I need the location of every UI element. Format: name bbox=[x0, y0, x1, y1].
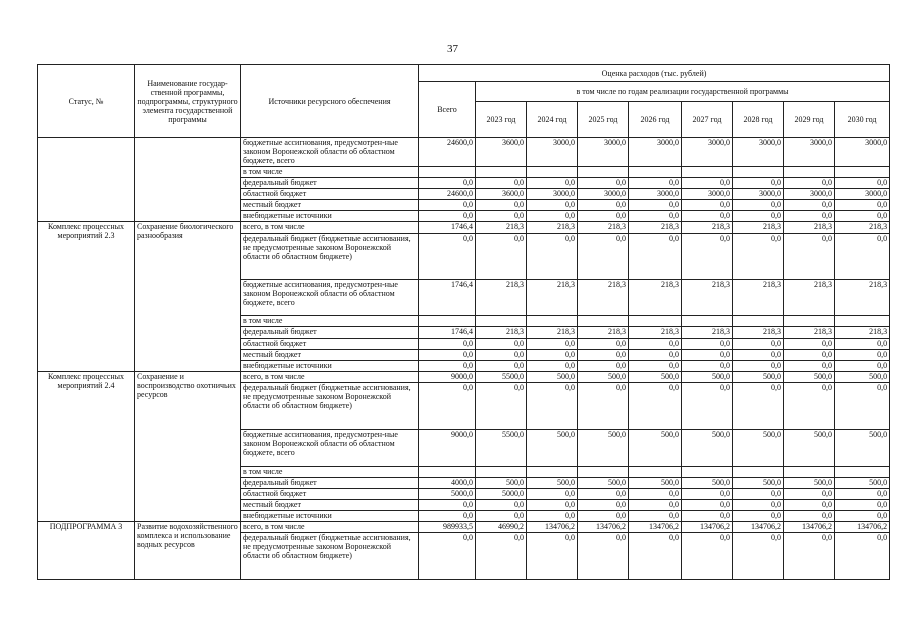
year-value-cell: 0,0 bbox=[682, 361, 733, 372]
year-value-cell bbox=[784, 167, 835, 178]
year-value-cell: 0,0 bbox=[578, 511, 629, 522]
year-value-cell: 218,3 bbox=[682, 327, 733, 339]
year-value-cell bbox=[682, 467, 733, 478]
year-value-cell: 0,0 bbox=[733, 383, 784, 430]
year-value-cell: 0,0 bbox=[835, 211, 890, 222]
year-value-cell: 0,0 bbox=[835, 339, 890, 350]
year-value-cell: 5000,0 bbox=[476, 489, 527, 500]
source-cell: внебюджетные источники bbox=[241, 511, 419, 522]
total-cell: 0,0 bbox=[419, 200, 476, 211]
year-value-cell: 500,0 bbox=[527, 372, 578, 383]
year-value-cell: 0,0 bbox=[784, 200, 835, 211]
year-value-cell: 0,0 bbox=[527, 234, 578, 280]
total-cell: 9000,0 bbox=[419, 372, 476, 383]
year-value-cell: 500,0 bbox=[835, 372, 890, 383]
year-value-cell: 134706,2 bbox=[682, 522, 733, 533]
year-value-cell bbox=[835, 467, 890, 478]
year-value-cell: 0,0 bbox=[527, 200, 578, 211]
year-value-cell: 0,0 bbox=[682, 500, 733, 511]
source-cell: федеральный бюджет bbox=[241, 327, 419, 339]
total-cell: 5000,0 bbox=[419, 489, 476, 500]
year-value-cell: 0,0 bbox=[476, 511, 527, 522]
year-value-cell: 218,3 bbox=[835, 222, 890, 234]
year-value-cell: 0,0 bbox=[527, 500, 578, 511]
year-value-cell: 500,0 bbox=[733, 478, 784, 489]
year-value-cell: 0,0 bbox=[784, 533, 835, 580]
header-total: Всего bbox=[419, 82, 476, 138]
year-value-cell: 0,0 bbox=[784, 350, 835, 361]
year-value-cell: 0,0 bbox=[476, 361, 527, 372]
year-value-cell: 218,3 bbox=[527, 222, 578, 234]
year-value-cell: 0,0 bbox=[629, 178, 682, 189]
year-value-cell: 3000,0 bbox=[629, 189, 682, 200]
year-value-cell bbox=[629, 167, 682, 178]
total-cell: 989933,5 bbox=[419, 522, 476, 533]
header-year: 2029 год bbox=[784, 102, 835, 138]
header-by-years: в том числе по годам реализации государственной программы bbox=[476, 82, 890, 102]
year-value-cell: 218,3 bbox=[784, 222, 835, 234]
year-value-cell: 218,3 bbox=[733, 280, 784, 316]
year-value-cell: 3000,0 bbox=[682, 189, 733, 200]
year-value-cell: 0,0 bbox=[476, 178, 527, 189]
section-status: ПОДПРОГРАММА 3 bbox=[38, 522, 135, 580]
year-value-cell: 218,3 bbox=[835, 327, 890, 339]
table-row bbox=[38, 222, 890, 234]
year-value-cell: 0,0 bbox=[578, 211, 629, 222]
year-value-cell: 0,0 bbox=[733, 511, 784, 522]
year-value-cell: 46990,2 bbox=[476, 522, 527, 533]
source-cell: в том числе bbox=[241, 467, 419, 478]
year-value-cell: 0,0 bbox=[527, 350, 578, 361]
year-value-cell: 0,0 bbox=[835, 383, 890, 430]
year-value-cell: 0,0 bbox=[476, 533, 527, 580]
year-value-cell bbox=[527, 316, 578, 327]
total-cell: 0,0 bbox=[419, 234, 476, 280]
year-value-cell: 0,0 bbox=[682, 339, 733, 350]
year-value-cell: 0,0 bbox=[527, 511, 578, 522]
year-value-cell: 0,0 bbox=[629, 500, 682, 511]
header-year: 2023 год bbox=[476, 102, 527, 138]
year-value-cell: 3000,0 bbox=[835, 138, 890, 167]
page-number: 37 bbox=[447, 43, 458, 55]
year-value-cell: 0,0 bbox=[629, 339, 682, 350]
year-value-cell: 218,3 bbox=[578, 280, 629, 316]
header-estimate: Оценка расходов (тыс. рублей) bbox=[419, 65, 890, 82]
year-value-cell: 134706,2 bbox=[733, 522, 784, 533]
year-value-cell: 5500,0 bbox=[476, 430, 527, 467]
section-status bbox=[38, 138, 135, 222]
year-value-cell: 3000,0 bbox=[527, 138, 578, 167]
total-cell: 9000,0 bbox=[419, 430, 476, 467]
year-value-cell: 500,0 bbox=[578, 430, 629, 467]
year-value-cell: 500,0 bbox=[629, 478, 682, 489]
year-value-cell: 0,0 bbox=[578, 339, 629, 350]
year-value-cell: 0,0 bbox=[733, 339, 784, 350]
total-cell: 0,0 bbox=[419, 178, 476, 189]
year-value-cell: 0,0 bbox=[578, 234, 629, 280]
year-value-cell: 500,0 bbox=[682, 372, 733, 383]
total-cell: 0,0 bbox=[419, 361, 476, 372]
total-cell: 0,0 bbox=[419, 500, 476, 511]
year-value-cell: 500,0 bbox=[629, 430, 682, 467]
year-value-cell: 0,0 bbox=[784, 500, 835, 511]
year-value-cell: 3000,0 bbox=[733, 189, 784, 200]
year-value-cell: 0,0 bbox=[733, 178, 784, 189]
header-sources: Источники ресурсного обеспечения bbox=[241, 65, 419, 138]
year-value-cell: 0,0 bbox=[682, 200, 733, 211]
year-value-cell: 0,0 bbox=[682, 489, 733, 500]
year-value-cell: 0,0 bbox=[527, 489, 578, 500]
year-value-cell: 0,0 bbox=[629, 383, 682, 430]
year-value-cell: 0,0 bbox=[733, 500, 784, 511]
total-cell: 0,0 bbox=[419, 383, 476, 430]
year-value-cell: 500,0 bbox=[682, 478, 733, 489]
source-cell: областной бюджет bbox=[241, 489, 419, 500]
table-body bbox=[38, 138, 890, 580]
year-value-cell: 3000,0 bbox=[784, 189, 835, 200]
total-cell: 0,0 bbox=[419, 511, 476, 522]
source-cell: областной бюджет bbox=[241, 189, 419, 200]
year-value-cell: 3000,0 bbox=[784, 138, 835, 167]
source-cell: областной бюджет bbox=[241, 339, 419, 350]
total-cell: 0,0 bbox=[419, 339, 476, 350]
header-year: 2026 год bbox=[629, 102, 682, 138]
year-value-cell: 0,0 bbox=[682, 234, 733, 280]
year-value-cell: 3600,0 bbox=[476, 189, 527, 200]
total-cell: 0,0 bbox=[419, 350, 476, 361]
year-value-cell: 0,0 bbox=[629, 234, 682, 280]
year-value-cell: 500,0 bbox=[629, 372, 682, 383]
year-value-cell: 0,0 bbox=[784, 211, 835, 222]
year-value-cell: 500,0 bbox=[835, 430, 890, 467]
year-value-cell: 0,0 bbox=[835, 234, 890, 280]
year-value-cell: 500,0 bbox=[733, 372, 784, 383]
year-value-cell: 0,0 bbox=[835, 500, 890, 511]
year-value-cell: 500,0 bbox=[476, 478, 527, 489]
year-value-cell: 0,0 bbox=[629, 361, 682, 372]
year-value-cell: 218,3 bbox=[578, 327, 629, 339]
year-value-cell: 500,0 bbox=[527, 478, 578, 489]
year-value-cell: 0,0 bbox=[835, 489, 890, 500]
source-cell: федеральный бюджет (бюджетные ассигнования, не предусмотренные законом Воронежской области об областном бюджете) bbox=[241, 383, 419, 430]
total-cell: 1746,4 bbox=[419, 222, 476, 234]
year-value-cell: 0,0 bbox=[527, 533, 578, 580]
year-value-cell: 3000,0 bbox=[629, 138, 682, 167]
total-cell bbox=[419, 167, 476, 178]
total-cell: 1746,4 bbox=[419, 280, 476, 316]
year-value-cell bbox=[578, 467, 629, 478]
year-value-cell: 0,0 bbox=[682, 533, 733, 580]
year-value-cell: 218,3 bbox=[527, 280, 578, 316]
year-value-cell: 0,0 bbox=[733, 361, 784, 372]
year-value-cell: 0,0 bbox=[527, 178, 578, 189]
year-value-cell: 0,0 bbox=[784, 339, 835, 350]
year-value-cell: 0,0 bbox=[733, 533, 784, 580]
year-value-cell: 0,0 bbox=[476, 350, 527, 361]
total-cell bbox=[419, 467, 476, 478]
year-value-cell: 0,0 bbox=[629, 350, 682, 361]
year-value-cell bbox=[476, 467, 527, 478]
year-value-cell: 0,0 bbox=[629, 200, 682, 211]
year-value-cell: 0,0 bbox=[629, 489, 682, 500]
year-value-cell: 3000,0 bbox=[578, 189, 629, 200]
year-value-cell: 500,0 bbox=[835, 478, 890, 489]
year-value-cell: 0,0 bbox=[527, 211, 578, 222]
year-value-cell bbox=[784, 316, 835, 327]
year-value-cell: 0,0 bbox=[578, 350, 629, 361]
source-cell: внебюджетные источники bbox=[241, 361, 419, 372]
year-value-cell: 3000,0 bbox=[578, 138, 629, 167]
year-value-cell: 0,0 bbox=[578, 383, 629, 430]
year-value-cell: 0,0 bbox=[784, 511, 835, 522]
year-value-cell: 218,3 bbox=[682, 222, 733, 234]
total-cell bbox=[419, 316, 476, 327]
year-value-cell bbox=[733, 167, 784, 178]
year-value-cell bbox=[682, 316, 733, 327]
year-value-cell: 218,3 bbox=[784, 327, 835, 339]
year-value-cell bbox=[682, 167, 733, 178]
year-value-cell: 0,0 bbox=[835, 178, 890, 189]
year-value-cell: 500,0 bbox=[784, 478, 835, 489]
year-value-cell: 218,3 bbox=[476, 280, 527, 316]
source-cell: федеральный бюджет (бюджетные ассигнования, не предусмотренные законом Воронежской области об областном бюджете) bbox=[241, 234, 419, 280]
year-value-cell: 218,3 bbox=[578, 222, 629, 234]
source-cell: местный бюджет bbox=[241, 350, 419, 361]
source-cell: всего, в том числе bbox=[241, 522, 419, 533]
year-value-cell: 218,3 bbox=[733, 222, 784, 234]
year-value-cell: 0,0 bbox=[682, 178, 733, 189]
year-value-cell: 0,0 bbox=[527, 339, 578, 350]
year-value-cell: 0,0 bbox=[578, 178, 629, 189]
source-cell: федеральный бюджет bbox=[241, 478, 419, 489]
source-cell: в том числе bbox=[241, 316, 419, 327]
year-value-cell bbox=[476, 167, 527, 178]
source-cell: федеральный бюджет (бюджетные ассигнования, не предусмотренные законом Воронежской области об областном бюджете) bbox=[241, 533, 419, 580]
year-value-cell: 0,0 bbox=[682, 350, 733, 361]
year-value-cell: 0,0 bbox=[835, 200, 890, 211]
table-header bbox=[38, 65, 890, 138]
year-value-cell: 0,0 bbox=[629, 511, 682, 522]
year-value-cell: 218,3 bbox=[629, 280, 682, 316]
section-name: Сохранение и воспроизводство охотничьих ресурсов bbox=[135, 372, 241, 522]
total-cell: 24600,0 bbox=[419, 189, 476, 200]
table-row bbox=[38, 522, 890, 533]
table-row bbox=[38, 372, 890, 383]
year-value-cell: 218,3 bbox=[784, 280, 835, 316]
source-cell: всего, в том числе bbox=[241, 372, 419, 383]
year-value-cell bbox=[629, 316, 682, 327]
header-year: 2030 год bbox=[835, 102, 890, 138]
year-value-cell: 500,0 bbox=[578, 372, 629, 383]
year-value-cell: 0,0 bbox=[733, 200, 784, 211]
source-cell: всего, в том числе bbox=[241, 222, 419, 234]
year-value-cell: 134706,2 bbox=[784, 522, 835, 533]
year-value-cell: 0,0 bbox=[835, 361, 890, 372]
year-value-cell: 0,0 bbox=[835, 533, 890, 580]
year-value-cell: 0,0 bbox=[578, 533, 629, 580]
year-value-cell: 3000,0 bbox=[682, 138, 733, 167]
year-value-cell bbox=[578, 167, 629, 178]
source-cell: в том числе bbox=[241, 167, 419, 178]
header-status: Статус, № bbox=[38, 65, 135, 138]
year-value-cell: 500,0 bbox=[527, 430, 578, 467]
year-value-cell: 218,3 bbox=[527, 327, 578, 339]
year-value-cell bbox=[629, 467, 682, 478]
year-value-cell: 0,0 bbox=[682, 383, 733, 430]
source-cell: федеральный бюджет bbox=[241, 178, 419, 189]
section-status: Комплекс процессных мероприятий 2.4 bbox=[38, 372, 135, 522]
total-cell: 24600,0 bbox=[419, 138, 476, 167]
year-value-cell: 0,0 bbox=[578, 500, 629, 511]
year-value-cell: 0,0 bbox=[476, 200, 527, 211]
section-status: Комплекс процессных мероприятий 2.3 bbox=[38, 222, 135, 372]
year-value-cell bbox=[733, 467, 784, 478]
year-value-cell: 0,0 bbox=[476, 211, 527, 222]
year-value-cell: 218,3 bbox=[682, 280, 733, 316]
year-value-cell: 0,0 bbox=[835, 350, 890, 361]
year-value-cell: 0,0 bbox=[784, 178, 835, 189]
year-value-cell: 3600,0 bbox=[476, 138, 527, 167]
section-name: Сохранение биологического разнообразия bbox=[135, 222, 241, 372]
year-value-cell: 0,0 bbox=[682, 511, 733, 522]
header-name: Наименование государ-ственной программы, подпрограммы, структурного элемента государственной программы bbox=[135, 65, 241, 138]
year-value-cell: 0,0 bbox=[784, 489, 835, 500]
year-value-cell: 0,0 bbox=[578, 361, 629, 372]
section-name bbox=[135, 138, 241, 222]
total-cell: 1746,4 bbox=[419, 327, 476, 339]
year-value-cell bbox=[476, 316, 527, 327]
year-value-cell: 0,0 bbox=[527, 361, 578, 372]
year-value-cell: 134706,2 bbox=[835, 522, 890, 533]
year-value-cell: 0,0 bbox=[733, 489, 784, 500]
year-value-cell: 3000,0 bbox=[527, 189, 578, 200]
year-value-cell: 500,0 bbox=[784, 372, 835, 383]
header-year: 2027 год bbox=[682, 102, 733, 138]
year-value-cell: 0,0 bbox=[733, 234, 784, 280]
year-value-cell: 0,0 bbox=[476, 500, 527, 511]
year-value-cell: 134706,2 bbox=[527, 522, 578, 533]
header-year: 2024 год bbox=[527, 102, 578, 138]
year-value-cell: 500,0 bbox=[733, 430, 784, 467]
year-value-cell: 134706,2 bbox=[578, 522, 629, 533]
source-cell: бюджетные ассигнования, предусмотрен-ные законом Воронежской области об областном бюджете, всего bbox=[241, 138, 419, 167]
year-value-cell: 0,0 bbox=[476, 383, 527, 430]
year-value-cell: 5500,0 bbox=[476, 372, 527, 383]
header-year: 2025 год bbox=[578, 102, 629, 138]
total-cell: 0,0 bbox=[419, 211, 476, 222]
year-value-cell: 218,3 bbox=[629, 327, 682, 339]
year-value-cell: 0,0 bbox=[784, 361, 835, 372]
year-value-cell: 218,3 bbox=[629, 222, 682, 234]
source-cell: бюджетные ассигнования, предусмотрен-ные законом Воронежской области об областном бюджете, всего bbox=[241, 280, 419, 316]
year-value-cell: 0,0 bbox=[629, 211, 682, 222]
year-value-cell bbox=[835, 316, 890, 327]
year-value-cell: 500,0 bbox=[784, 430, 835, 467]
source-cell: местный бюджет bbox=[241, 200, 419, 211]
year-value-cell: 3000,0 bbox=[733, 138, 784, 167]
source-cell: местный бюджет bbox=[241, 500, 419, 511]
section-name: Развитие водохозяйственного комплекса и использование водных ресурсов bbox=[135, 522, 241, 580]
total-cell: 0,0 bbox=[419, 533, 476, 580]
budget-table bbox=[37, 64, 890, 580]
year-value-cell: 500,0 bbox=[578, 478, 629, 489]
year-value-cell: 500,0 bbox=[682, 430, 733, 467]
year-value-cell: 0,0 bbox=[784, 234, 835, 280]
year-value-cell: 0,0 bbox=[476, 339, 527, 350]
table-row bbox=[38, 138, 890, 167]
year-value-cell: 218,3 bbox=[476, 222, 527, 234]
year-value-cell: 134706,2 bbox=[629, 522, 682, 533]
year-value-cell: 0,0 bbox=[784, 383, 835, 430]
year-value-cell bbox=[527, 467, 578, 478]
header-year: 2028 год bbox=[733, 102, 784, 138]
year-value-cell: 218,3 bbox=[476, 327, 527, 339]
year-value-cell: 0,0 bbox=[527, 383, 578, 430]
year-value-cell: 218,3 bbox=[733, 327, 784, 339]
year-value-cell: 0,0 bbox=[578, 489, 629, 500]
year-value-cell: 0,0 bbox=[629, 533, 682, 580]
year-value-cell: 0,0 bbox=[682, 211, 733, 222]
total-cell: 4000,0 bbox=[419, 478, 476, 489]
year-value-cell: 0,0 bbox=[578, 200, 629, 211]
year-value-cell: 218,3 bbox=[835, 280, 890, 316]
source-cell: бюджетные ассигнования, предусмотрен-ные законом Воронежской области об областном бюджете, всего bbox=[241, 430, 419, 467]
year-value-cell: 0,0 bbox=[476, 234, 527, 280]
year-value-cell: 0,0 bbox=[733, 211, 784, 222]
year-value-cell bbox=[784, 467, 835, 478]
year-value-cell: 3000,0 bbox=[835, 189, 890, 200]
year-value-cell bbox=[578, 316, 629, 327]
year-value-cell bbox=[733, 316, 784, 327]
year-value-cell bbox=[835, 167, 890, 178]
source-cell: внебюджетные источники bbox=[241, 211, 419, 222]
year-value-cell: 0,0 bbox=[835, 511, 890, 522]
year-value-cell bbox=[527, 167, 578, 178]
year-value-cell: 0,0 bbox=[733, 350, 784, 361]
